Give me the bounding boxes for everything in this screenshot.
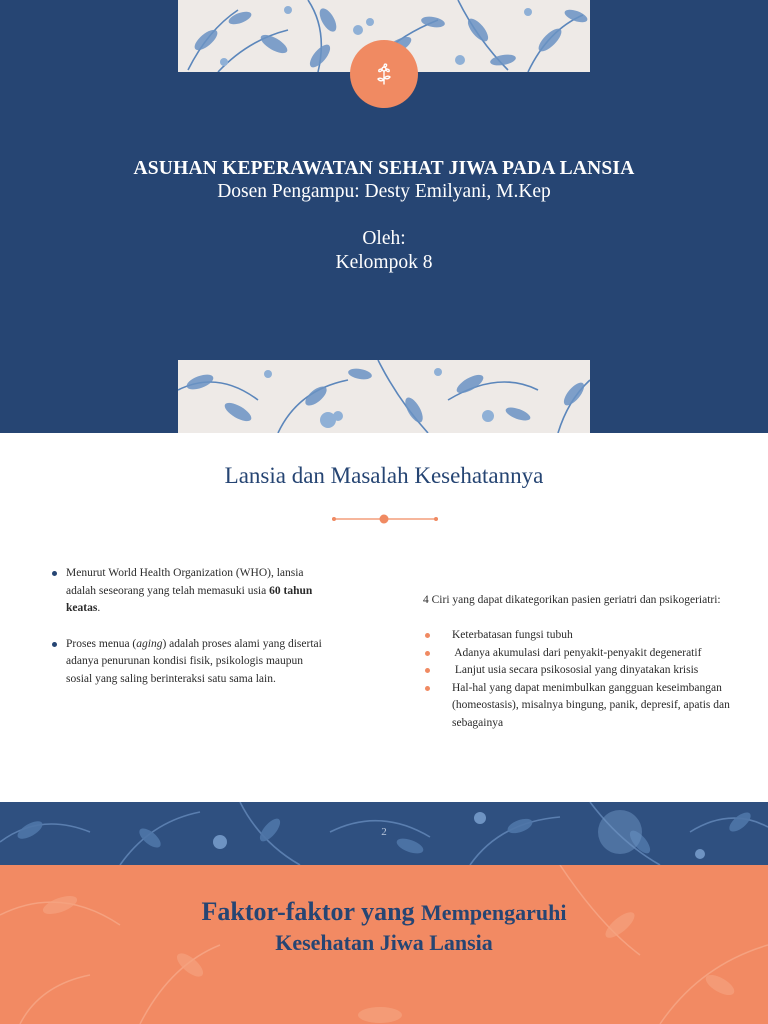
- lecturer-line: Dosen Pengampu: Desty Emilyani, M.Kep: [217, 181, 551, 202]
- presentation-title: ASUHAN KEPERAWATAN SEHAT JIWA PADA LANSIA: [133, 158, 635, 179]
- list-item: Menurut World Health Organization (WHO), lansia adalah seseorang yang telah memasuki usia 60 tahun keatas.: [52, 565, 322, 618]
- left-bullet-list: [52, 565, 322, 706]
- section-title: Faktor-faktor yang Mempengaruhi Kesehatan Jiwa Lansia: [201, 897, 567, 955]
- list-item: Hal-hal yang dapat menimbulkan gangguan keseimbangan (homeostasis), misalnya bingung, panik, depresif, apatis dan sebagainya: [424, 680, 764, 733]
- page-number: 2: [381, 826, 387, 838]
- group-name: Kelompok 8: [335, 252, 433, 273]
- list-item: Lanjut usia secara psikososial yang dinyatakan krisis: [424, 662, 764, 680]
- flower-icon-badge: [350, 40, 418, 108]
- criteria-intro: 4 Ciri yang dapat dikategorikan pasien geriatri dan psikogeriatri:: [423, 594, 721, 606]
- list-item: Proses menua (aging) adalah proses alami yang disertai adanya penurunan kondisi fisik, psikologis maupun sosial yang saling berinteraksi satu sama lain.: [52, 636, 322, 689]
- by-label: Oleh:: [362, 228, 406, 249]
- content-slide: [0, 433, 768, 802]
- title-slide: [0, 0, 768, 433]
- title-divider: [330, 513, 440, 525]
- flower-icon: [371, 61, 397, 87]
- slide-title: Lansia dan Masalah Kesehatannya: [224, 463, 544, 488]
- section-slide: [0, 865, 768, 1024]
- criteria-list: [424, 627, 764, 732]
- list-item: Keterbatasan fungsi tubuh: [424, 627, 764, 645]
- list-item: Adanya akumulasi dari penyakit-penyakit degeneratif: [424, 645, 764, 663]
- floral-pattern-bottom: [178, 360, 590, 433]
